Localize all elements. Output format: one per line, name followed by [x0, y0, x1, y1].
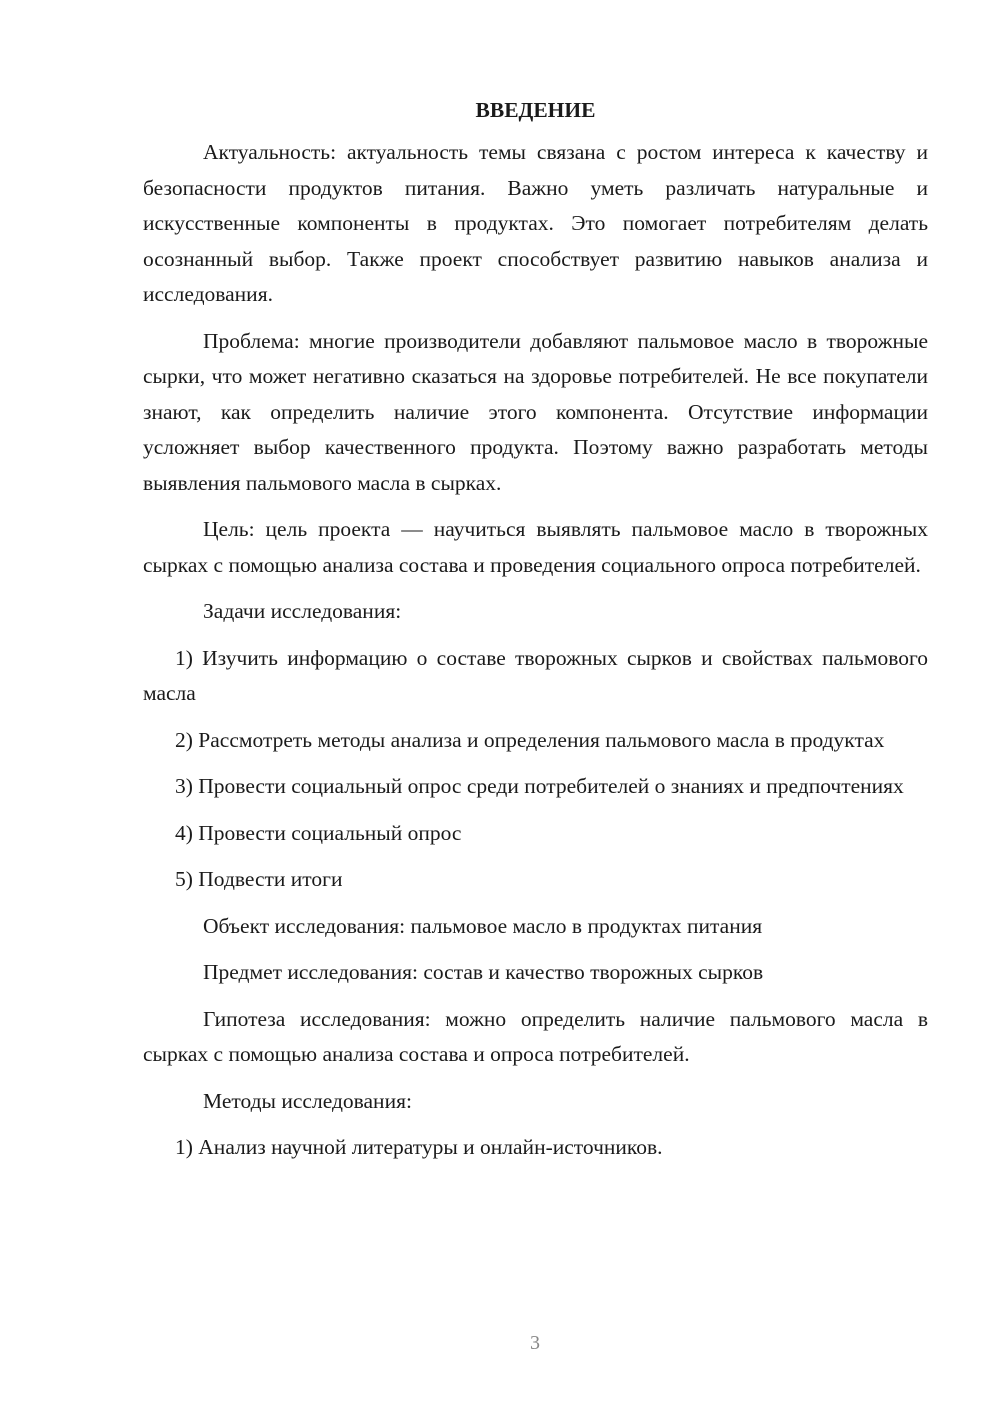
section-heading: ВВЕДЕНИЕ: [475, 98, 596, 122]
task-item: 3) Провести социальный опрос среди потребителей о знаниях и предпочтениях: [175, 774, 904, 798]
tasks-heading: Задачи исследования:: [203, 599, 402, 623]
relevance-paragraph: Актуальность: актуальность темы связана с ростом интереса к качеству и безопасности продуктов питания. Важно уметь различать натуральные и искусственные компоненты в продуктах. Это помогает потребителям делать осознанный выбор. Также проект способствует развитию навыков анализа и исследования.: [143, 140, 928, 306]
object-paragraph: Объект исследования: пальмовое масло в продуктах питания: [203, 913, 763, 938]
task-item: 4) Провести социальный опрос: [175, 820, 462, 845]
task-item: 5) Подвести итоги: [175, 867, 343, 891]
task-item: 2) Рассмотреть методы анализа и определения пальмового масла в продуктах: [175, 727, 885, 752]
method-item: 1) Анализ научной литературы и онлайн-источников.: [175, 1135, 663, 1159]
page-number: 3: [530, 1332, 540, 1354]
subject-paragraph: Предмет исследования: состав и качество творожных сырков: [203, 960, 764, 984]
problem-paragraph: Проблема: многие производители добавляют пальмовое масло в творожные сырки, что может негативно сказаться на здоровье потребителей. Не все покупатели знают, как определить наличие этого компонента. Отсутствие информации усложняет выбор качественного продукта. Поэтому важно разработать методы выявления пальмового масла в сырках.: [143, 328, 928, 495]
task-item: 1) Изучить информацию о составе творожных сырков и свойствах пальмового масла: [143, 645, 928, 705]
page-content: [143, 92, 928, 1177]
methods-heading: Методы исследования:: [203, 1088, 412, 1113]
hypothesis-paragraph: Гипотеза исследования: можно определить наличие пальмового масла в сырках с помощью анализа состава и опроса потребителей.: [143, 1006, 928, 1066]
goal-paragraph: Цель: цель проекта — научиться выявлять пальмовое масло в творожных сырках с помощью анализа состава и проведения социального опроса потребителей.: [143, 517, 928, 577]
